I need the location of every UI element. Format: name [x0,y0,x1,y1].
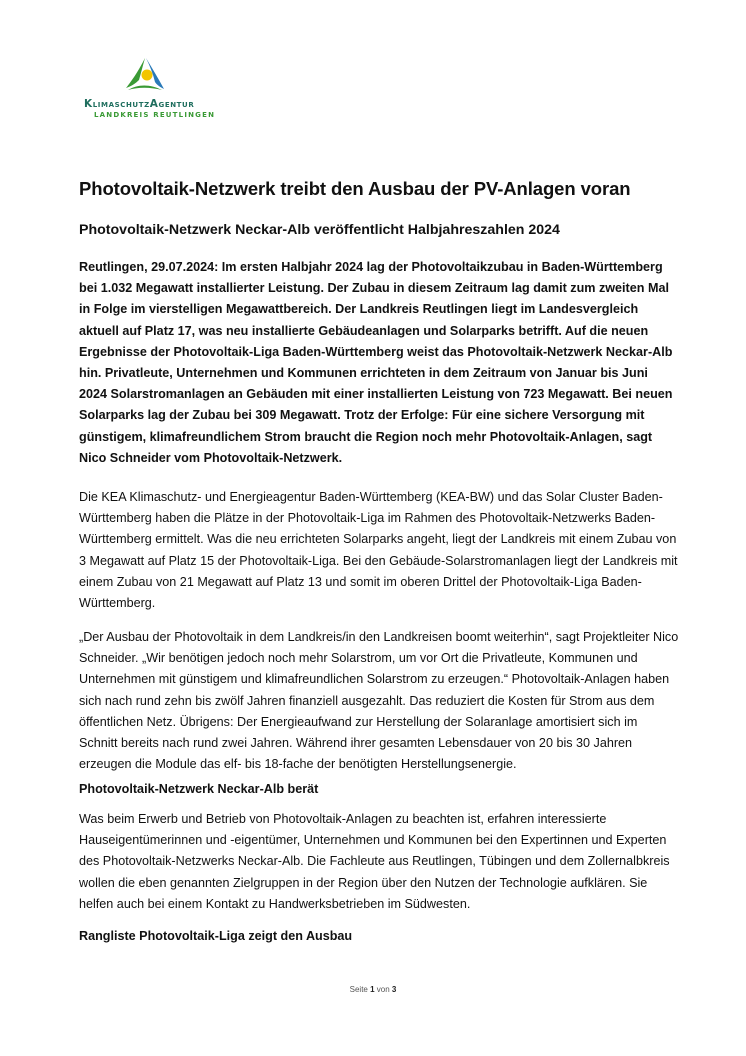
logo-subtitle: LANDKREIS REUTLINGEN [94,111,216,119]
section-heading-beratung: Photovoltaik-Netzwerk Neckar-Alb berät [79,782,319,796]
logo-title: KlimaschutzAgentur [84,98,195,110]
document-title: Photovoltaik-Netzwerk treibt den Ausbau der PV-Anlagen voran [79,178,631,199]
footer-prefix: Seite [349,985,368,994]
klimaschutzagentur-logo [78,56,228,122]
section-heading-rangliste: Rangliste Photovoltaik-Liga zeigt den Ausbau [79,929,353,943]
page-footer [0,985,746,994]
document-subtitle: Photovoltaik-Netzwerk Neckar-Alb veröffentlicht Halbjahreszahlen 2024 [79,222,560,238]
body-paragraph-1: Die KEA Klimaschutz- und Energieagentur Baden-Württemberg (KEA-BW) und das Solar Cluster Baden-Württemberg haben die Plätze in der Photovoltaik-Liga im Rahmen des Photovoltaik-Netzwerks Baden-Württemberg ermittelt. Was die neu errichteten Solarparks angeht, liegt der Landkreis mit einem Zubau von 3 Megawatt auf Platz 15 der Photovoltaik-Liga. Bei den Gebäude-Solarstromanlagen liegt der Landkreis mit einem Zubau von 21 Megawatt auf Platz 13 und somit im oberen Drittel der Photovoltaik-Liga Baden-Württemberg. [79,490,678,611]
footer-page-number: 1 [370,985,375,994]
footer-page-total: 3 [391,985,397,994]
body-paragraph-3: Was beim Erwerb und Betrieb von Photovoltaik-Anlagen zu beachten ist, erfahren interessierte Hauseigentümerinnen und -eigentümer, Unternehmen und Kommunen bei den Expertinnen und Experten des Photovoltaik-Netzwerks Neckar-Alb. Die Fachleute aus Reutlingen, Tübingen und dem Zollernalbkreis wollen die eben genannten Zielgruppen in der Region über den Nutzen der Technologie aufklären. Sie helfen auch bei einem Kontakt zu Handwerksbetrieben im Südwesten. [79,812,670,911]
footer-separator: von [376,985,390,994]
logo-mark-icon [122,56,168,96]
body-paragraph-2: „Der Ausbau der Photovoltaik in dem Landkreis/in den Landkreisen boomt weiterhin“, sagt Projektleiter Nico Schneider. „Wir benötigen jedoch noch mehr Solarstrom, um vor Ort die Privatleute, Kommunen und Unternehmen mit günstigem und klimafreundlichen Solarstrom zu erzeugen.“ Photovoltaik-Anlagen haben sich nach rund zehn bis zwölf Jahren finanziell ausgezahlt. Das reduziert die Kosten für Strom aus dem öffentlichen Netz. Übrigens: Der Energieaufwand zur Herstellung der Solaranlage amortisiert sich im Schnitt bereits nach rund zwei Jahren. Während ihrer gesamten Lebensdauer von 20 bis 30 Jahren erzeugen die Module das elf- bis 18-fache der benötigten Herstellungsenergie. [79,630,679,772]
lead-paragraph: Reutlingen, 29.07.2024: Im ersten Halbjahr 2024 lag der Photovoltaikzubau in Baden-Württemberg bei 1.032 Megawatt installierter Leistung. Der Zubau in diesem Zeitraum lag damit zum zweiten Mal in Folge im vierstelligen Megawattbereich. Der Landkreis Reutlingen liegt im Landesvergleich aktuell auf Platz 17, was neu installierte Gebäudeanlagen und Solarparks betrifft. Auf die neuen Ergebnisse der Photovoltaik-Liga Baden-Württemberg weist das Photovoltaik-Netzwerk Neckar-Alb hin. Privatleute, Unternehmen und Kommunen errichteten in dem Zeitraum von Januar bis Juni 2024 Solarstromanlagen an Gebäuden mit einer installierten Leistung von 723 Megawatt. Bei neuen Solarparks lag der Zubau bei 309 Megawatt. Trotz der Erfolge: Für eine sichere Versorgung mit günstigem, klimafreundlichem Strom braucht die Region noch mehr Photovoltaik-Anlagen, sagt Nico Schneider vom Photovoltaik-Netzwerk. [79,260,673,465]
